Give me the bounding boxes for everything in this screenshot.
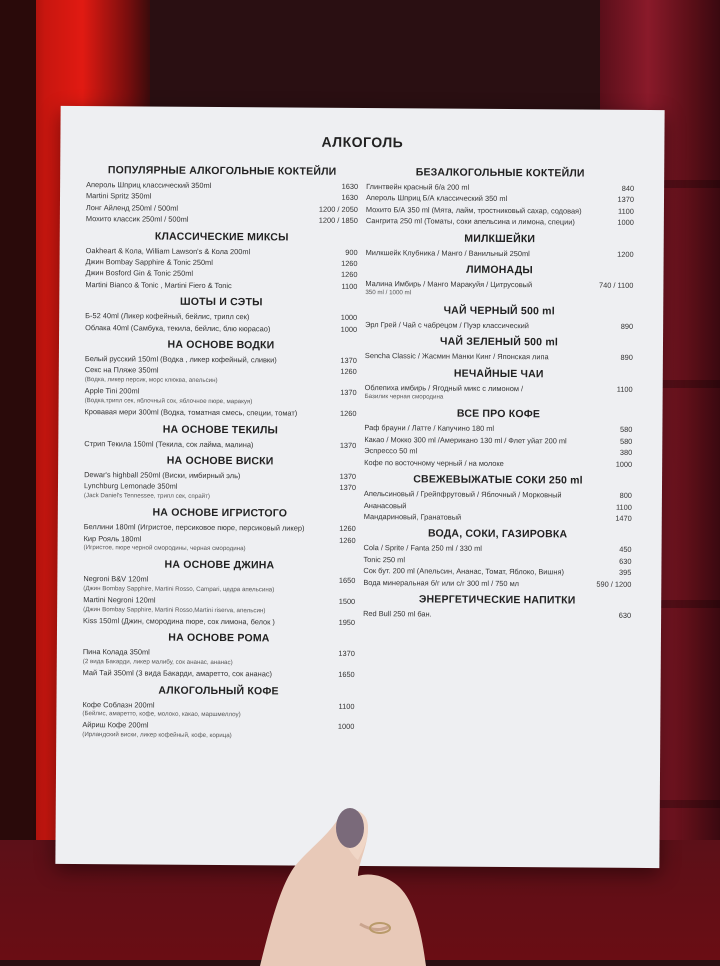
section-heading: НА ОСНОВЕ ТЕКИЛЫ [162,423,279,436]
menu-item [83,668,355,679]
menu-item-name: Глинтвейн красный б/а 200 ml [366,182,470,192]
menu-item [86,203,358,214]
menu-item-name: Сангрита 250 ml (Томаты, соки апельсина и лимона, специи) [365,216,575,227]
menu-item-price: 580 [619,436,633,446]
menu-item-name: Tonic 250 ml [363,554,406,565]
menu-item [84,534,356,555]
menu-item-name: Cola / Sprite / Fanta 250 ml / 330 ml [363,543,482,554]
menu-item-name: Джин Bosford Gin & Tonic 250ml [85,268,194,279]
menu-item [364,489,632,500]
menu-item [85,269,357,280]
menu-item [365,351,633,362]
menu-item [365,320,633,331]
menu-item [83,647,355,668]
menu-item-description: (Джин Bombay Sapphire, Martini Rosso, Campari, цедра апельсина) [83,584,275,594]
menu-item [84,439,356,450]
menu-item-name: Kiss 150ml (Джин, смородина пюре, сок лимона, белок ) [83,616,275,627]
menu-item-name: Белый русский 150ml (Водка , ликер кофейный, сливки) [84,354,277,365]
menu-item [364,543,632,554]
menu-item-name: Какао / Мокко 300 ml /Американо 130 ml / Флет уйат 200 ml [364,434,567,446]
menu-item-price: 1200 / 1850 [318,215,358,226]
menu-item [363,566,631,577]
menu-item [84,481,356,502]
section-heading: НА ОСНОВЕ ИГРИСТОГО [152,506,288,520]
menu-item-price: 1260 [339,523,356,534]
menu-item-price: 1370 [338,649,355,659]
menu-item-name: Кровавая мери 300ml (Водка, томатная смесь, специи, томат) [84,407,298,418]
hand-holding-menu [240,806,430,966]
menu-item-name: Martini Negroni 120ml [83,595,156,605]
menu-item-name: Стрип Текила 150ml (Текила, сок лайма, малина) [84,438,254,449]
menu-item-name: Вода минеральная б/г или с/г 300 ml / 750 мл [363,577,520,588]
section-heading: ШОТЫ И СЭТЫ [179,295,263,309]
section-heading: АЛКОГОЛЬНЫЙ КОФЕ [158,684,279,698]
right-menu-column [363,160,634,622]
menu-item-price: 1950 [338,617,356,627]
menu-item-price: 1260 [341,258,358,269]
menu-item-name: Май Тай 350ml (3 вида Бакарди, амаретто, сок ананас) [82,668,273,679]
menu-item [83,616,355,627]
menu-item-name: Эрл Грей / Чай с чабрецом / Пуэр классический [365,319,529,331]
menu-item-name: Мандариновый, Гранатовый [363,511,462,522]
menu-item-price: 1100 [338,701,355,711]
menu-item-price: 630 [619,556,632,566]
menu-item [365,383,633,404]
menu-item-price: 1000 [615,459,633,469]
section-heading: ЛИМОНАДЫ [466,263,533,277]
section-heading: ЭНЕРГЕТИЧЕСКИЕ НАПИТКИ [418,593,576,607]
menu-item-price: 840 [621,183,635,193]
menu-item-name: Dewar's highball 250ml (Виски, имбирный эль) [84,469,241,481]
menu-item-name: Oakheart & Кола, William Lawson's & Кола 200ml [85,245,251,256]
menu-item-price: 1370 [340,388,357,398]
menu-item-name: Облака 40ml (Самбука, текила, бейлис, блю кюрасао) [85,322,271,334]
menu-item [85,311,357,322]
menu-item-description: (Джин Bombay Sapphire, Martini Rosso,Martini riserva, апельсин) [83,605,266,614]
menu-item-price: 1000 [337,722,355,732]
menu-item [364,512,632,523]
menu-item-price: 1260 [340,408,357,419]
section-heading: СВЕЖЕВЫЖАТЫЕ СОКИ 250 ml [413,473,583,487]
menu-item-price: 1260 [340,270,358,280]
menu-item-price: 1100 [341,281,358,291]
menu-item-description: Базилик черная смородина [364,393,444,401]
menu-item-name: Мохито Б/А 350 ml (Мята, лайм, тростниковый сахар, содовая) [365,204,582,216]
menu-item-description: (Игристое, пюре черной смородины, черная смородина) [83,544,246,553]
menu-item-name: Пина Колада 350ml [82,647,150,657]
menu-item [366,205,634,216]
menu-item-name: Сок бут. 200 ml (Апельсин, Ананас, Томат, Яблоко, Вишня) [363,566,564,577]
menu-item-price: 1100 [615,502,632,512]
menu-item [82,720,354,741]
menu-item-price: 1470 [615,513,632,523]
menu-item-price: 1650 [338,576,356,586]
menu-item [82,700,354,721]
section-heading: КЛАССИЧЕСКИЕ МИКСЫ [154,230,289,244]
menu-item-price: 1100 [616,384,633,394]
dark-edge-left [0,0,36,960]
menu-item-price: 1100 [617,206,634,216]
menu-item-price: 1000 [340,313,358,323]
left-menu-column [82,158,358,743]
menu-item-description: 350 ml / 1000 ml [365,289,412,297]
section-heading: БЕЗАЛКОГОЛЬНЫЕ КОКТЕЙЛИ [415,166,585,180]
menu-item-price: 800 [619,490,632,500]
section-heading: ПОПУЛЯРНЫЕ АЛКОГОЛЬНЫЕ КОКТЕЙЛИ [107,164,337,178]
menu-item [364,458,632,469]
menu-item-name: Кофе Соблазн 200ml [82,699,155,710]
menu-sheet [55,106,664,868]
menu-item-name: Negroni B&V 120ml [83,574,149,584]
section-heading: МИЛКШЕЙКИ [464,232,536,245]
menu-item-name: Милкшейк Клубника / Манго / Ванильный 250ml [365,247,530,258]
menu-item-description: (Бейлис, амаретто, кофе, молоко, какао, маршмеллоу) [82,710,241,719]
menu-item-name: Эспрессо 50 ml [364,446,418,456]
menu-item-price: 1370 [340,355,357,366]
section-heading: ЧАЙ ЧЕРНЫЙ 500 ml [443,304,555,318]
nail-polish-icon [336,808,364,848]
menu-item-name: Кир Рояль 180ml [83,533,142,544]
menu-item-name: Айриш Кофе 200ml [82,720,149,730]
menu-item-price: 630 [618,610,632,620]
menu-item-name: Кофе по восточному черный / на молоке [364,457,504,468]
section-heading: ЧАЙ ЗЕЛЕНЫЙ 500 ml [439,335,559,349]
menu-item [84,522,356,533]
menu-item-name: Martini Spritz 350ml [85,191,152,201]
menu-item [363,555,631,566]
menu-item-price: 1000 [617,218,634,228]
menu-item-price: 1370 [617,195,635,205]
menu-item-price: 1630 [341,181,359,191]
menu-item-price: 1650 [338,670,355,680]
menu-item [85,280,357,291]
menu-item-price: 1260 [340,367,357,377]
menu-title: АЛКОГОЛЬ [321,133,404,151]
menu-item-price: 590 / 1200 [596,579,632,589]
menu-item-price: 890 [620,353,633,363]
menu-item [85,386,357,407]
menu-item [86,214,358,225]
menu-item-name: Lynchburg Lemonade 350ml [83,481,178,492]
menu-item [364,435,632,446]
section-heading: НЕЧАЙНЫЕ ЧАИ [453,367,544,380]
section-heading: НА ОСНОВЕ ДЖИНА [164,558,275,572]
menu-item-price: 580 [620,425,633,435]
menu-item-price: 740 / 1100 [598,280,634,290]
menu-item-price: 395 [619,567,632,578]
menu-item-name: Б-52 40ml (Ликер кофейный, бейлис, трипл сек) [85,311,250,322]
menu-item-name: Раф брауни / Латте / Капучино 180 ml [364,423,495,434]
menu-item-description: (Ирландский виски, ликер кофейный, кофе, корица) [82,730,232,739]
menu-item [366,248,634,259]
menu-item-price: 1200 / 2050 [318,204,358,214]
menu-item-price: 1000 [340,324,358,334]
menu-item-name: Апероль Шприц Б/А классический 350 ml [365,193,508,204]
menu-item-name: Беллини 180ml (Игристое, персиковое пюре, персиковый ликер) [83,522,305,533]
menu-item [86,257,358,268]
menu-item [83,595,355,616]
menu-item-name: Лонг Айленд 250ml / 500ml [85,202,179,213]
menu-item-name: Sencha Classic / Жасмин Манки Кинг / Японская липа [364,351,549,362]
menu-item [364,446,632,457]
menu-item [86,246,358,257]
menu-item-price: 1370 [339,471,357,481]
menu-item [366,193,634,204]
menu-item [85,354,357,365]
section-heading: ВОДА, СОКИ, ГАЗИРОВКА [427,527,568,541]
section-heading: НА ОСНОВЕ ВИСКИ [166,454,274,468]
menu-item-description: (Водка, ликер персик, морс клюква, апельсин) [84,375,218,384]
menu-item-price: 380 [619,448,633,458]
menu-item-name: Апероль Шприц классический 350ml [86,180,212,190]
menu-item [85,323,357,334]
menu-item-name: Малина Имбирь / Манго Маракуйя / Цитрусовый [365,279,533,290]
menu-item-name: Apple Tini 200ml [84,386,140,396]
section-heading: НА ОСНОВЕ РОМА [168,632,270,645]
menu-item-description: (Водка,трипл сек, яблочный сок, яблочное пюре, маракуя) [84,396,253,405]
menu-item-name: Мохито классик 250ml / 500ml [85,214,189,225]
menu-item [84,407,356,418]
menu-item-name: Апельсиновый / Грейпфрутовый / Яблочный / Морковный [363,489,562,500]
menu-item-price: 900 [345,247,358,257]
menu-item-description: (2 вида Бакарди, ликер малибу, сок ананас, ананас) [82,657,233,666]
menu-item [366,216,634,227]
menu-item [86,191,358,202]
menu-item [86,180,358,191]
menu-item [83,574,355,595]
section-heading: НА ОСНОВЕ ВОДКИ [167,338,275,352]
menu-item [366,182,634,193]
menu-item-price: 1370 [339,440,357,450]
menu-item-price: 1500 [338,597,356,607]
menu-item-price: 1370 [339,483,357,493]
menu-item-name: Облепиха имбирь / Ягодный микс с лимоном / [364,382,524,393]
menu-item-price: 450 [619,545,632,555]
menu-item-name: Ананасовый [363,500,407,510]
menu-item-name: Джин Bombay Sapphire & Tonic 250ml [85,257,213,267]
menu-item [363,609,631,620]
menu-item-description: (Jack Daniel's Tennessee, трипл сек, спрайт) [83,491,211,500]
menu-item-price: 1630 [341,193,359,203]
menu-item [364,501,632,512]
section-heading: ВСЕ ПРО КОФЕ [456,408,541,421]
menu-item-name: Секс на Пляже 350ml [84,365,159,376]
menu-item [84,470,356,481]
menu-item-price: 1260 [339,535,356,545]
menu-item [365,279,633,300]
menu-item-name: Red Bull 250 ml бан. [363,608,432,619]
menu-item-name: Martini Bianco & Tonic , Martini Fiero & Tonic [85,279,232,290]
menu-item-price: 890 [620,321,634,331]
menu-item [364,423,632,434]
menu-item-price: 1200 [617,249,634,259]
menu-item [363,578,631,589]
menu-item [85,366,357,387]
